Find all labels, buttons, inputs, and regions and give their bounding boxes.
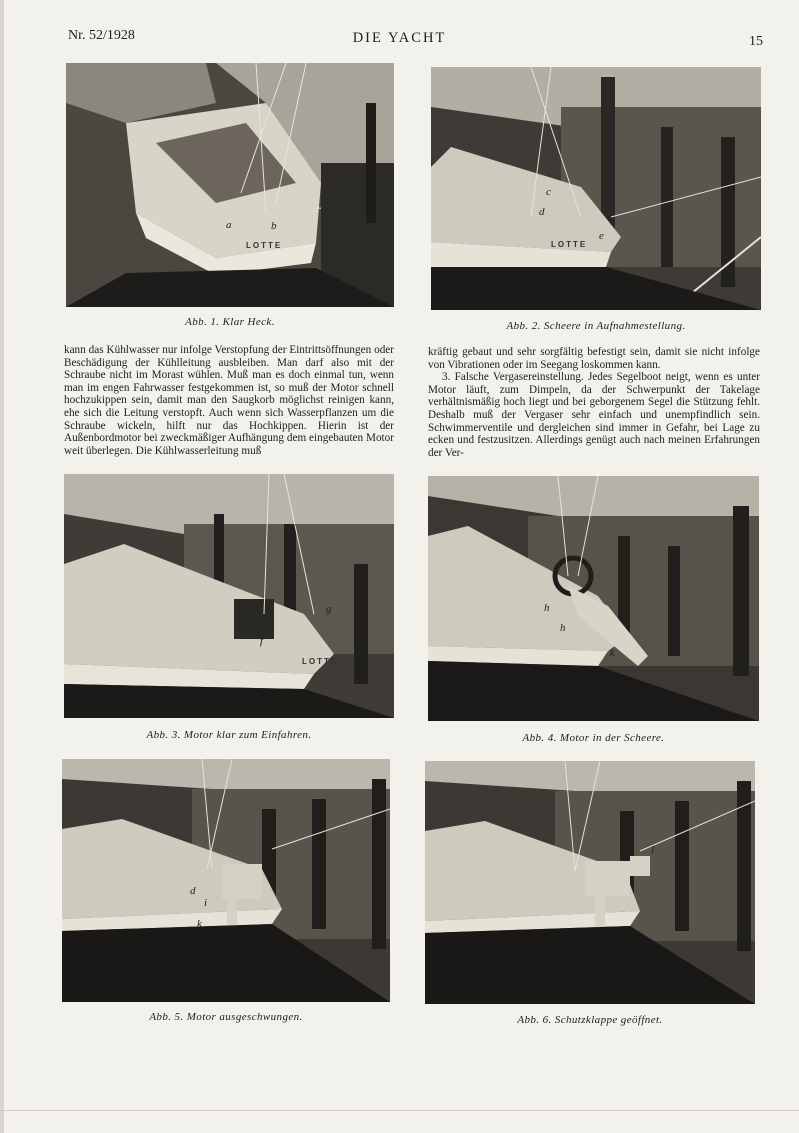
svg-text:c: c [546, 186, 551, 198]
paragraph: 3. Falsche Vergasereinstellung. Jedes Segelboot neigt, wenn es unter Motor läuft, zum Dimpeln, da der Schwerpunkt der Takelage verhältnismäßig hoch liegt und bei geborgenem Segel die Stützung fehlt. Deshalb muß der Vergaser sehr einfach und unempfindlich sein. Schwimmerventile und dergleichen sind immer in Gefahr, bei Lage zu ecken und festzusitzen. Allerdings genügt auch nach meinen Erfahrungen der Ver- [428, 371, 760, 459]
svg-text:LOTTE: LOTTE [246, 241, 283, 250]
text-column-left [64, 344, 394, 457]
svg-text:e: e [599, 230, 604, 242]
svg-text:LOTTE: LOTTE [551, 240, 588, 249]
issue-number: Nr. 52/1928 [68, 28, 135, 43]
caption-figure-2: Abb. 2. Scheere in Aufnahmestellung. [506, 320, 686, 332]
svg-text:g: g [326, 603, 332, 615]
svg-text:k: k [610, 647, 615, 659]
svg-text:k: k [197, 918, 202, 930]
text-column-right [428, 346, 760, 459]
paragraph: kräftig gebaut und sehr sorgfältig befestigt sein, damit sie nicht infolge von Vibrationen oder im Seegang loskommen kann. [428, 346, 760, 371]
svg-text:d: d [539, 206, 545, 218]
svg-text:h: h [544, 602, 550, 614]
caption-figure-1: Abb. 1. Klar Heck. [185, 316, 275, 328]
photo-figure-2 [431, 67, 761, 310]
paragraph: kann das Kühlwasser nur infolge Verstopfung der Eintrittsöffnungen oder Beschädigung der Kühlleitung ausbleiben. Man darf also mit der Schraube nicht im Morast wühlen. Muß man es doch einmal tun, wenn man im engen Fahrwasser festgekommen ist, so muß der Motor schnell hochzukippen sein, damit man den Saugkorb möglichst reinigen kann, ehe sich die Leitung verstopft. Auch wenn sich Wasserpflanzen um die Schraube wickeln, hilft nur das Hochkippen. Hierin ist der Außenbordmotor bei zweckmäßiger Aufhängung dem eingebauten Motor weit überlegen. Die Kühlwasserleitung muß [64, 344, 394, 457]
photo-figure-1 [66, 63, 394, 307]
caption-figure-3: Abb. 3. Motor klar zum Einfahren. [146, 729, 312, 741]
page-number: 15 [749, 34, 763, 49]
svg-text:b: b [271, 220, 277, 232]
photo-figure-4 [428, 476, 759, 721]
page-edge [0, 0, 4, 1133]
magazine-title: DIE YACHT [352, 30, 447, 46]
caption-figure-5: Abb. 5. Motor ausgeschwungen. [149, 1011, 303, 1023]
svg-text:f: f [260, 635, 264, 647]
svg-text:a: a [226, 219, 232, 231]
page-bottom-rule [0, 1110, 799, 1111]
svg-text:i: i [204, 897, 208, 909]
photo-figure-5 [62, 759, 390, 1002]
svg-text:l: l [651, 844, 655, 856]
svg-text:d: d [190, 885, 196, 897]
photo-figure-3 [64, 474, 394, 718]
caption-figure-6: Abb. 6. Schutzklappe geöffnet. [517, 1014, 663, 1026]
svg-text:LOTTE: LOTTE [302, 657, 339, 666]
photo-figure-6 [425, 761, 755, 1004]
caption-figure-4: Abb. 4. Motor in der Scheere. [522, 732, 665, 744]
svg-text:h: h [560, 622, 566, 634]
